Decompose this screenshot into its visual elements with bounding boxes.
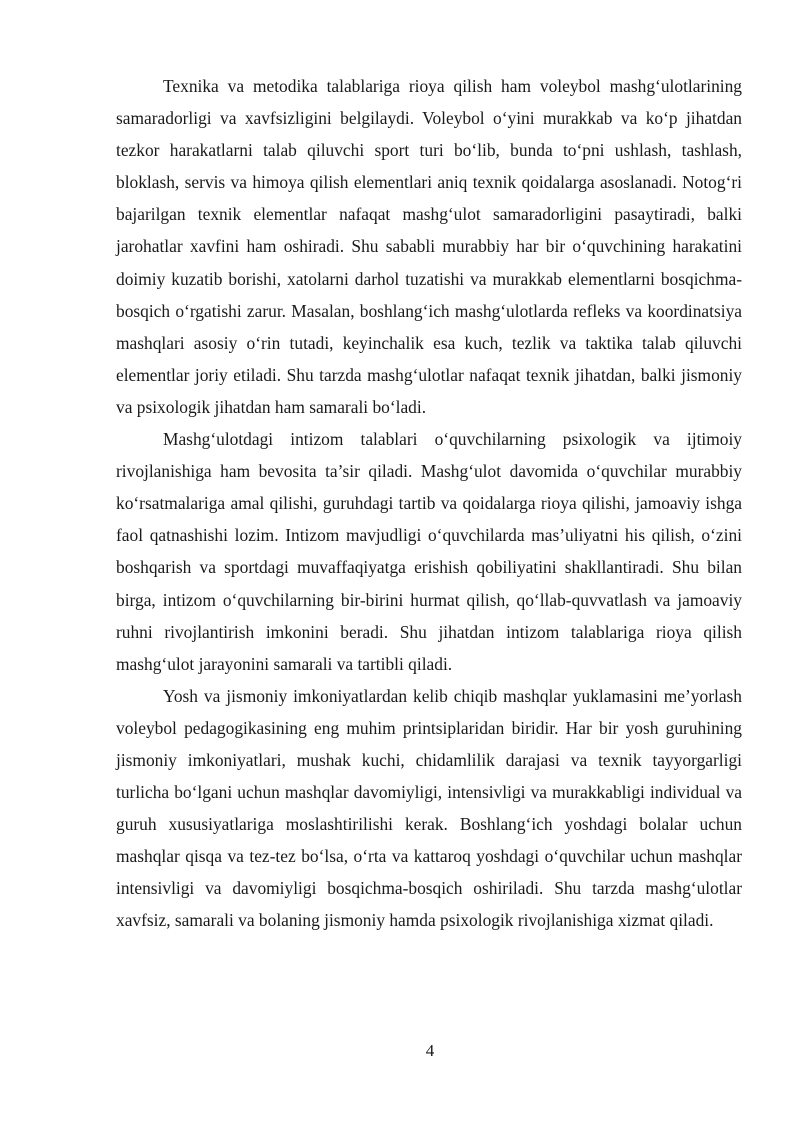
paragraph-1: Texnika va metodika talablariga rioya qilish ham voleybol mashg‘ulotlarining samaradorligi va xavfsizligini belgilaydi. Voleybol o‘yini murakkab va ko‘p jihatdan tezkor harakatlarni talab qiluvchi sport turi bo‘lib, bunda to‘pni ushlash, tashlash, bloklash, servis va himoya qilish elementlari aniq texnik qoidalarga asoslanadi. Notog‘ri bajarilgan texnik elementlar nafaqat mashg‘ulot samaradorligini pasaytiradi, balki jarohatlar xavfini ham oshiradi. Shu sababli murabbiy har bir o‘quvchining harakatini doimiy kuzatib borishi, xatolarni darhol tuzatishi va murakkab elementlarni bosqichma-bosqich o‘rgatishi zarur. Masalan, boshlang‘ich mashg‘ulotlarda refleks va koordinatsiya mashqlari asosiy o‘rin tutadi, keyinchalik esa kuch, tezlik va taktika talab qiluvchi elementlar joriy etiladi. Shu tarzda mashg‘ulotlar nafaqat texnik jihatdan, balki jismoniy va psixologik jihatdan ham samarali bo‘ladi. xyxy=(116,76,742,417)
paragraph-2: Mashg‘ulotdagi intizom talablari o‘quvchilarning psixologik va ijtimoiy rivojlanishiga ham bevosita ta’sir qiladi. Mashg‘ulot davomida o‘quvchilar murabbiy ko‘rsatmalariga amal qilishi, guruhdagi tartib va qoidalarga rioya qilishi, jamoaviy ishga faol qatnashishi lozim. Intizom mavjudligi o‘quvchilarda mas’uliyatni his qilish, o‘zini boshqarish va sportdagi muvaffaqiyatga erishish qobiliyatini shakllantiradi. Shu bilan birga, intizom o‘quvchilarning bir-birini hurmat qilish, qo‘llab-quvvatlash va jamoaviy ruhni rivojlantirish imkonini beradi. Shu jihatdan intizom talablariga rioya qilish mashg‘ulot jarayonini samarali va tartibli qiladi. xyxy=(116,429,742,674)
body-text xyxy=(116,70,742,937)
paragraph-3: Yosh va jismoniy imkoniyatlardan kelib chiqib mashqlar yuklamasini me’yorlash voleybol pedagogikasining eng muhim printsiplaridan biridir. Har bir yosh guruhining jismoniy imkoniyatlari, mushak kuchi, chidamlilik darajasi va texnik tayyorgarligi turlicha bo‘lgani uchun mashqlar davomiyligi, intensivligi va murakkabligi individual va guruh xususiyatlariga moslashtirilishi kerak. Boshlang‘ich yoshdagi bolalar uchun mashqlar qisqa va tez-tez bo‘lsa, o‘rta va kattaroq yoshdagi o‘quvchilar uchun mashqlar intensivligi va davomiyligi bosqichma-bosqich oshiriladi. Shu tarzda mashg‘ulotlar xavfsiz, samarali va bolaning jismoniy hamda psixologik rivojlanishiga xizmat qiladi. xyxy=(116,685,742,931)
page-number: 4 xyxy=(425,1041,435,1060)
